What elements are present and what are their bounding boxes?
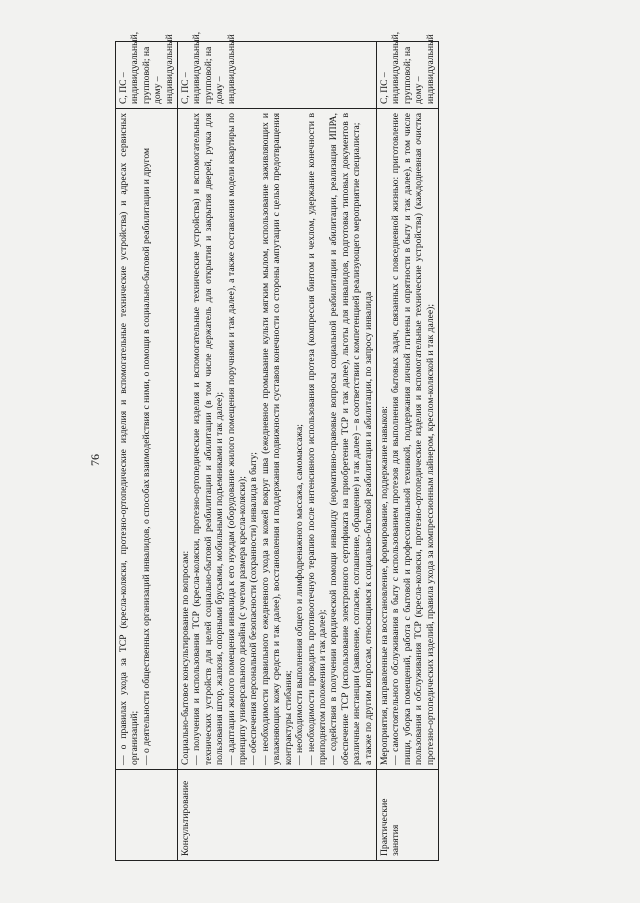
page-number: 76 — [88, 454, 102, 466]
content-item: — необходимости выполнения общего и лимфодренажного массажа, самомассажа; — [294, 424, 306, 765]
content-item: — о правилах ухода за ТСР (кресла-коляски, протезно-ортопедические изделия и вспомогательные технические устройства) и адресах сервисных организаций; — [118, 113, 141, 765]
content-item: — обеспечения персональной безопасности (сохранности) инвалида в быту; — [248, 452, 260, 765]
rotated-content — [80, 31, 560, 861]
content-cell — [178, 109, 377, 770]
forms-cell: С, ПС – индивидуальный, групповой; на дому – индивидуальный — [376, 42, 438, 109]
content-item: — о деятельности общественных организаций инвалидов, о способах взаимодействия с ними, о помощи в социально-бытовой реабилитации и другом — [140, 147, 152, 765]
content-item: Мероприятия, направленные на восстановление, формирование, поддержание навыков: — [378, 406, 390, 765]
table-row — [178, 42, 377, 861]
section-cell: Практические занятия — [376, 770, 438, 861]
content-item: Социально-бытовое консультирование по вопросам: — [180, 550, 192, 765]
content-item: а также по другим вопросам, относящимся к социально-бытовой реабилитации и абилитации, по запросу инвалида — [362, 291, 374, 765]
table-row — [376, 42, 438, 861]
forms-cell: С, ПС – индивидуальный, групповой; на дому – индивидуальный — [178, 42, 377, 109]
forms-cell: С, ПС – индивидуальный, групповой; на дому – индивидуальный — [116, 42, 178, 109]
section-cell — [116, 770, 178, 861]
content-cell — [376, 109, 438, 770]
rehabilitation-table — [115, 31, 439, 861]
content-item: — адаптации жилого помещения инвалида к его нуждам (оборудование жилого помещения поручнями и так далее), а также составления модели квартиры по принципу универсального дизайна (с учетом размера кресла-коляски); — [225, 113, 249, 765]
content-item: — получения и использования ТСР (кресла-коляски, протезно-ортопедические изделия и вспомогательные технические устройства) и вспомогательных технических устройств для целей социально-бытовой реабилитации и абилитации (в том числе держатель для открытия и закрытия дверей, ручка для пользования штор, жалюзи, опорными брусьями, мобильными подъемниками и так далее); — [191, 113, 226, 765]
content-item: — необходимости правильного ежедневного ухода за кожей вокруг шва (ежедневное промывание культи мягким мылом, использование заживляющих и увлажняющих кожу средств и так далее), восстановления и поддержания подвижности суставов конечности со стороны ампутации с целью предотвращения контрактуры стибания; — [259, 113, 294, 765]
content-item: — необходимости проводить противоотечную терапию после интенсивного использования протеза (компрессия бинтом и чехлом, удержание конечности в приподнятом положении и так далее); — [305, 113, 328, 765]
table-row — [116, 42, 178, 861]
content-item: — содействия в получении юридической помощи инвалиду (нормативно-правовые вопросы социальной реабилитации и абилитации, реализация ИПРА, обеспечение ТСР (использование электронного сертификата на приобретение ТСР и так далее), льготы для инвалидов, подготовка типовых документов в различные инстанции (заявление, согласие, соглашение, обращение) и так далее) – в соответствии с компетенцией реализующего мероприятие специалиста; — [328, 113, 363, 765]
content-cell — [116, 109, 178, 770]
section-cell: Консультирование — [178, 770, 377, 861]
content-item: — самостоятельного обслуживания в быту с использованием протезов для выполнения бытовых задач, связанных с повседневной жизнью: приготовление пищи, уборка помещений, работа с бытовой и профессиональной техникой, поддержания личной гигиены и опрятности в быту и так далее), в том числе пользования и обслуживания ТСР (кресла-коляски, протезно-ортопедические изделия и вспомогательные технические устройства) (каждодневная очистка протезно-ортопедических изделий, правила ухода за компрессионным лайнером, креслом-коляской и так далее); — [390, 113, 436, 765]
